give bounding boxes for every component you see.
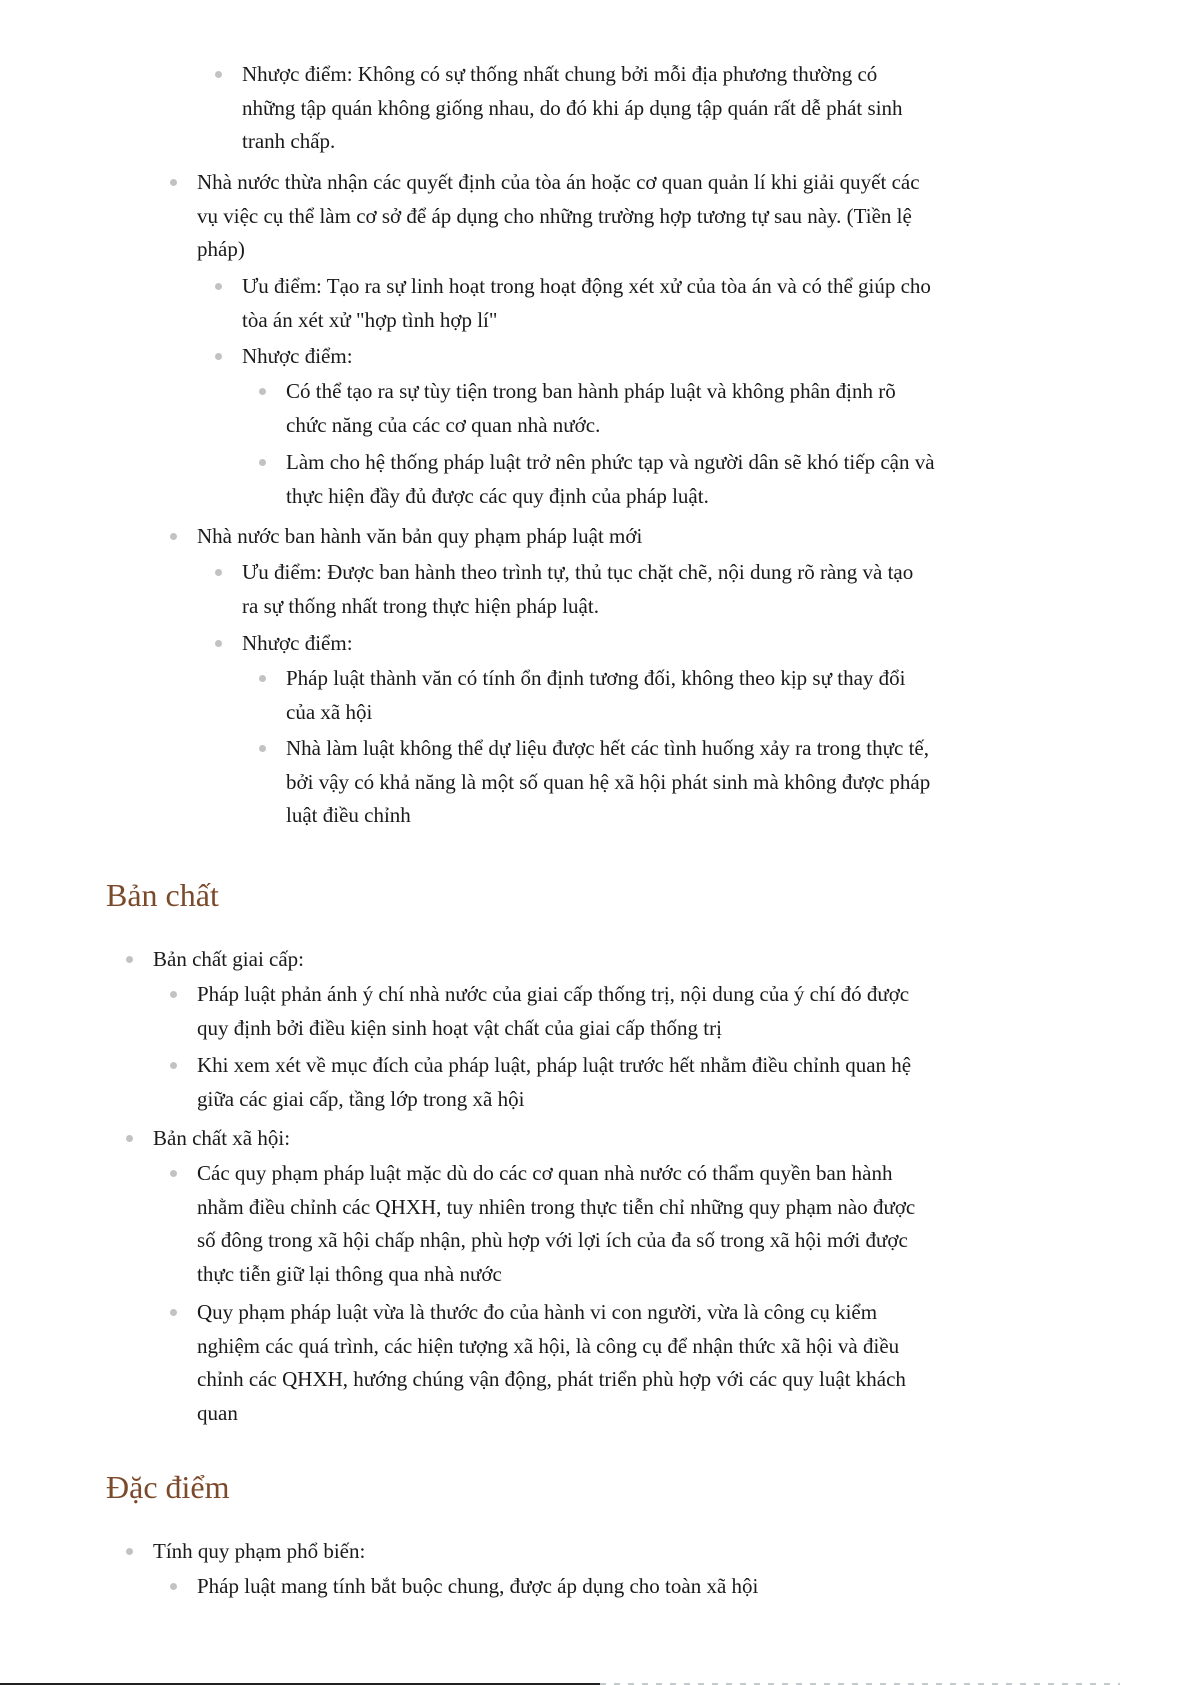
bullet-icon bbox=[170, 533, 177, 540]
bullet-icon bbox=[126, 1135, 133, 1142]
list-item-text: Nhược điểm: Không có sự thống nhất chung bởi mỗi địa phương thường có những tập quán không giống nhau, do đó khi áp dụng tập quán rất dễ phát sinh tranh chấp. bbox=[242, 62, 903, 153]
list-item bbox=[242, 556, 932, 623]
list-item bbox=[153, 1122, 933, 1156]
list-item bbox=[242, 627, 932, 661]
list-item-text: Quy phạm pháp luật vừa là thước đo của hành vi con người, vừa là công cụ kiểm nghiệm các quá trình, các hiện tượng xã hội, là công cụ để nhận thức xã hội và điều chỉnh các QHXH, hướng chúng vận động, phát triển phù hợp với các quy luật khách quan bbox=[197, 1300, 906, 1425]
list-item bbox=[197, 1049, 932, 1116]
list-item-text: Khi xem xét về mục đích của pháp luật, pháp luật trước hết nhằm điều chỉnh quan hệ giữa các giai cấp, tầng lớp trong xã hội bbox=[197, 1053, 912, 1111]
bullet-icon bbox=[170, 1170, 177, 1177]
list-item bbox=[197, 166, 932, 267]
list-item-text: Nhược điểm: bbox=[242, 631, 353, 655]
bullet-icon bbox=[170, 179, 177, 186]
list-item bbox=[286, 375, 936, 442]
list-item-text: Pháp luật phản ánh ý chí nhà nước của giai cấp thống trị, nội dung của ý chí đó được quy định bởi điều kiện sinh hoạt vật chất của giai cấp thống trị bbox=[197, 982, 910, 1040]
list-item-text: Ưu điểm: Được ban hành theo trình tự, thủ tục chặt chẽ, nội dung rõ ràng và tạo ra sự thống nhất trong thực hiện pháp luật. bbox=[242, 560, 914, 618]
list-item-text: Nhược điểm: bbox=[242, 344, 353, 368]
list-item-text: Pháp luật thành văn có tính ổn định tương đối, không theo kịp sự thay đổi của xã hội bbox=[286, 666, 906, 724]
list-item bbox=[286, 446, 936, 513]
list-item bbox=[197, 1157, 932, 1291]
list-item bbox=[153, 1535, 933, 1569]
bullet-icon bbox=[259, 675, 266, 682]
list-item-text: Bản chất xã hội: bbox=[153, 1126, 291, 1150]
bullet-icon bbox=[170, 991, 177, 998]
list-item bbox=[153, 943, 933, 977]
bullet-icon bbox=[259, 459, 266, 466]
list-item bbox=[242, 270, 932, 337]
list-item bbox=[197, 1570, 932, 1604]
section-heading: Bản chất bbox=[106, 877, 219, 913]
list-item-text: Ưu điểm: Tạo ra sự linh hoạt trong hoạt động xét xử của tòa án và có thể giúp cho tòa án xét xử "hợp tình hợp lí" bbox=[242, 274, 931, 332]
list-item bbox=[242, 58, 932, 159]
bullet-icon bbox=[215, 640, 222, 647]
list-item-text: Bản chất giai cấp: bbox=[153, 947, 305, 971]
list-item bbox=[197, 1296, 932, 1430]
list-item-text: Nhà làm luật không thể dự liệu được hết các tình huống xảy ra trong thực tế, bởi vậy có khả năng là một số quan hệ xã hội phát sinh mà không được pháp luật điều chỉnh bbox=[286, 736, 931, 827]
list-item-text: Nhà nước ban hành văn bản quy phạm pháp luật mới bbox=[197, 524, 643, 548]
bullet-icon bbox=[215, 569, 222, 576]
bullet-icon bbox=[126, 956, 133, 963]
list-item bbox=[242, 340, 932, 374]
section-heading: Đặc điểm bbox=[106, 1469, 230, 1505]
list-item-text: Tính quy phạm phổ biến: bbox=[153, 1539, 366, 1563]
list-item bbox=[197, 978, 932, 1045]
bullet-icon bbox=[215, 71, 222, 78]
bullet-icon bbox=[170, 1309, 177, 1316]
bullet-icon bbox=[215, 353, 222, 360]
bullet-icon bbox=[259, 388, 266, 395]
list-item-text: Pháp luật mang tính bắt buộc chung, được áp dụng cho toàn xã hội bbox=[197, 1574, 759, 1598]
list-item-text: Nhà nước thừa nhận các quyết định của tòa án hoặc cơ quan quản lí khi giải quyết các vụ việc cụ thể làm cơ sở để áp dụng cho những trường hợp tương tự sau này. (Tiền lệ pháp) bbox=[197, 170, 920, 261]
bullet-icon bbox=[215, 283, 222, 290]
list-item-text: Các quy phạm pháp luật mặc dù do các cơ quan nhà nước có thẩm quyền ban hành nhằm điều chỉnh các QHXH, tuy nhiên trong thực tiễn chỉ những quy phạm nào được số đông trong xã hội chấp nhận, phù hợp với lợi ích của đa số trong xã hội mới được thực tiễn giữ lại thông qua nhà nước bbox=[197, 1161, 916, 1286]
list-item bbox=[197, 520, 932, 554]
list-item-text: Làm cho hệ thống pháp luật trở nên phức tạp và người dân sẽ khó tiếp cận và thực hiện đầy đủ được các quy định của pháp luật. bbox=[286, 450, 935, 508]
bullet-icon bbox=[170, 1583, 177, 1590]
list-item bbox=[286, 732, 936, 833]
bullet-icon bbox=[126, 1548, 133, 1555]
list-item-text: Có thể tạo ra sự tùy tiện trong ban hành pháp luật và không phân định rõ chức năng của các cơ quan nhà nước. bbox=[286, 379, 896, 437]
list-item bbox=[286, 662, 936, 729]
bullet-icon bbox=[259, 745, 266, 752]
bullet-icon bbox=[170, 1062, 177, 1069]
